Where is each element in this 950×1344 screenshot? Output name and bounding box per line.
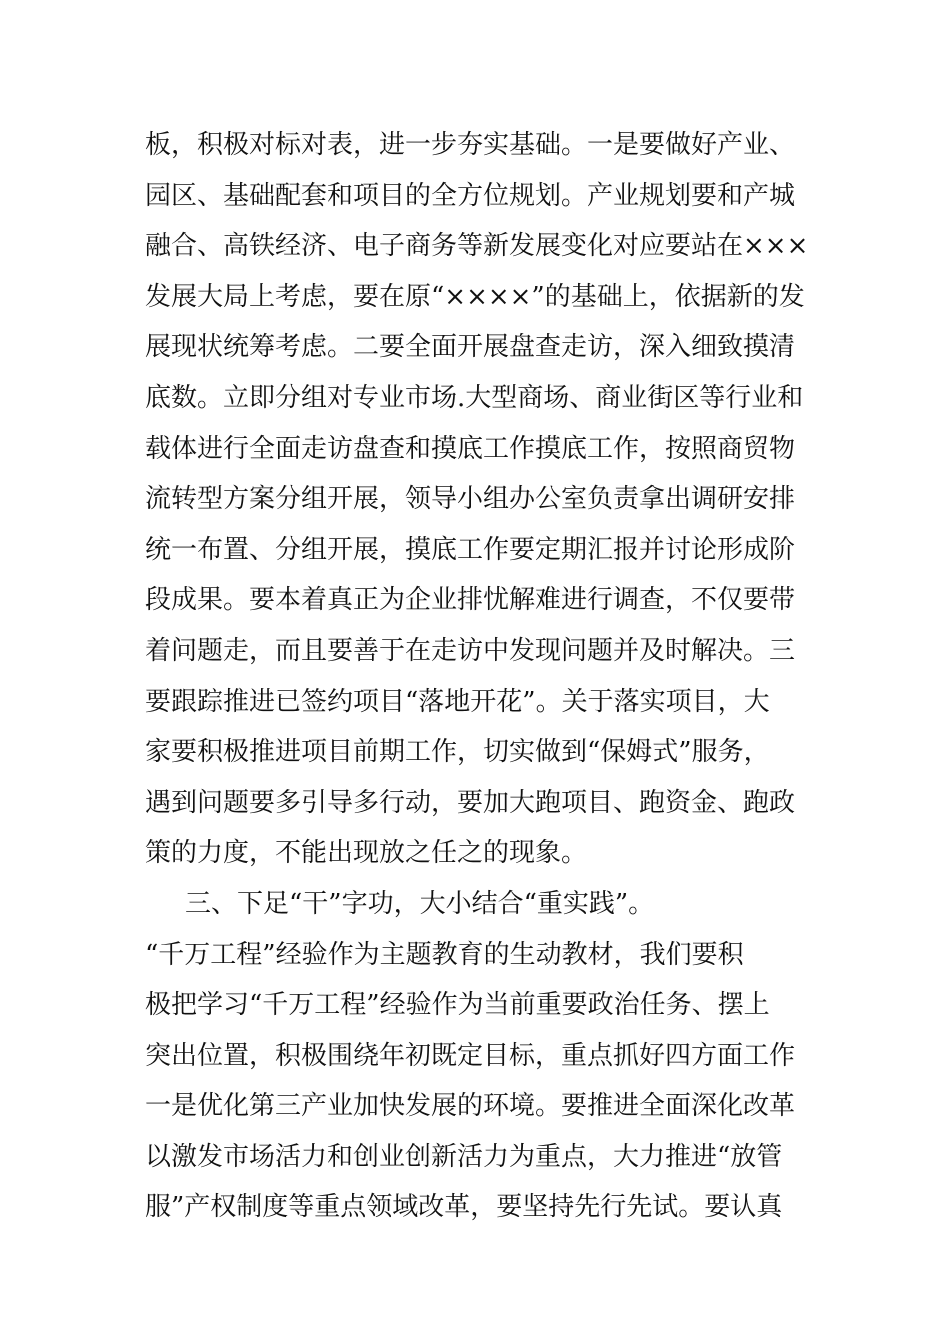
text-line: 极把学习“千万工程”经验作为当前重要政治任务、摆上 [145,990,770,1021]
section-heading: 三、下足“干”字功，大小结合“重实践”。 [185,888,655,919]
text-line: 统一布置、分组开展，摸底工作要定期汇报并讨论形成阶 [145,534,796,565]
text-line: 着问题走，而且要善于在走访中发现问题并及时解决。三 [145,635,796,666]
text-line: 策的力度，不能出现放之任之的现象。 [145,838,588,869]
text-line: “千万工程”经验作为主题教育的生动教材，我们要积 [145,939,744,970]
text-line: 段成果。要本着真正为企业排忧解难进行调查，不仅要带 [145,585,796,616]
text-line: 融合、高铁经济、电子商务等新发展变化对应要站在××× [145,231,809,262]
text-line: 要跟踪推进已签约项目“落地开花”。关于落实项目，大 [145,686,770,717]
text-line: 服”产权制度等重点领域改革，要坚持先行先试。要认真 [145,1192,783,1223]
text-line: 遇到问题要多引导多行动，要加大跑项目、跑资金、跑政 [145,787,796,818]
document-body [145,120,810,1233]
text-line: 一是优化第三产业加快发展的环境。要推进全面深化改革 [145,1091,796,1122]
text-line: 园区、基础配套和项目的全方位规划。产业规划要和产城 [145,180,796,211]
text-line: 底数。立即分组对专业市场.大型商场、商业街区等行业和 [145,382,804,413]
text-line: 流转型方案分组开展，领导小组办公室负责拿出调研安排 [145,484,796,515]
text-line: 发展大局上考虑，要在原“××××”的基础上，依据新的发 [145,281,805,312]
text-line: 展现状统筹考虑。二要全面开展盘查走访，深入细致摸清 [145,332,796,363]
text-line: 突出位置，积极围绕年初既定目标，重点抓好四方面工作 [145,1040,796,1071]
text-line: 家要积极推进项目前期工作，切实做到“保姆式”服务， [145,737,770,768]
text-line: 以激发市场活力和创业创新活力为重点，大力推进“放管 [145,1141,783,1172]
text-line: 载体进行全面走访盘查和摸底工作摸底工作，按照商贸物 [145,433,796,464]
text-line: 板，积极对标对表，进一步夯实基础。一是要做好产业、 [145,130,796,160]
